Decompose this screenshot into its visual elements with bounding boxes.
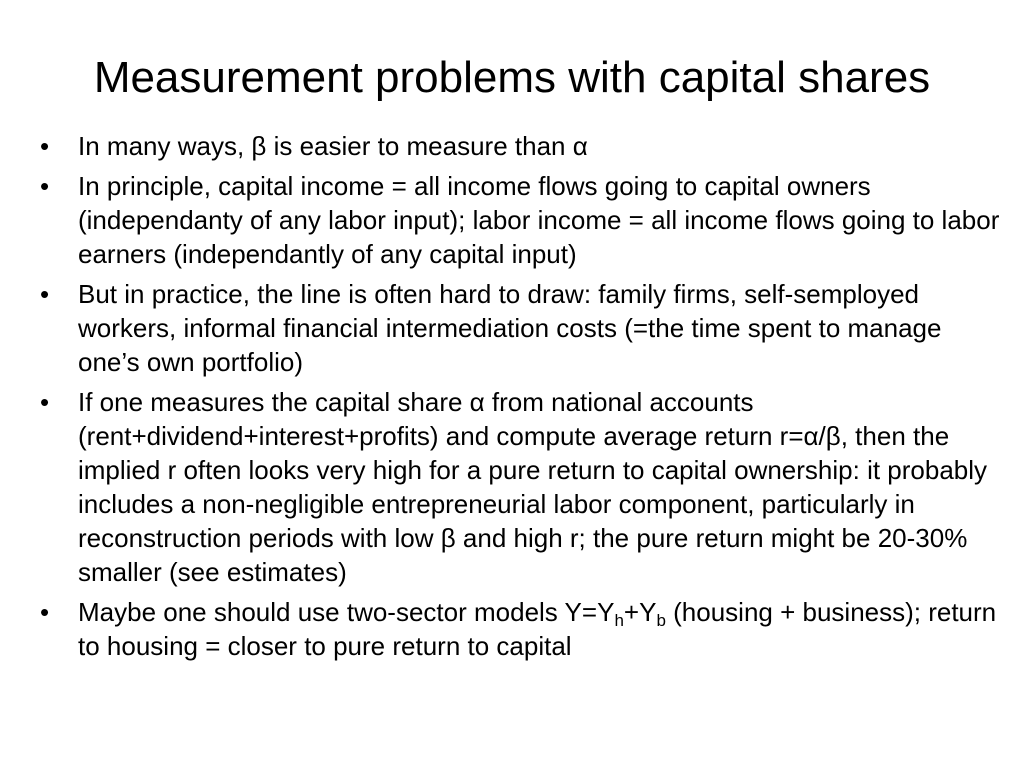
bullet-text: In principle, capital income = all income flows going to capital owners (independanty of any labor input); labor income = all income flows going to labor earners (independantly of any capital input) [78, 171, 1000, 269]
bullet-dot-icon: • [40, 279, 50, 309]
bullet-dot-icon: • [40, 171, 50, 201]
bullet-item-2 [40, 169, 1004, 271]
bullet-text-part3: (housing + business); return to housing = closer to pure return to capital [78, 597, 997, 661]
bullet-text: But in practice, the line is often hard to draw: family firms, self-semployed workers, informal financial intermediation costs (=the time spent to manage one’s own portfolio) [78, 279, 942, 377]
bullet-dot-icon: • [40, 131, 50, 161]
bullet-text-part2: +Y [623, 597, 657, 627]
slide-title: Measurement problems with capital shares [93, 53, 931, 102]
bullet-text-part1: Maybe one should use two-sector models Y=Y [78, 597, 615, 627]
bullet-dot-icon: • [40, 597, 50, 627]
bullet-text: If one measures the capital share α from national accounts (rent+dividend+interest+profits) and compute average return r=α/β, then the implied r often looks very high for a pure return to capital ownership: it probably includes a non-negligible entrepreneurial labor component, particularly in reconstruction periods with low β and high r; the pure return might be 20-30% smaller (see estimates) [78, 387, 988, 587]
bullet-dot-icon: • [40, 387, 50, 417]
bullet-item-3 [40, 277, 1004, 379]
bullet-item-4 [40, 385, 1004, 589]
bullet-list [40, 129, 1004, 669]
bullet-text [78, 597, 996, 661]
bullet-item-5 [40, 595, 1004, 663]
subscript-h: h [614, 611, 624, 630]
subscript-b: b [656, 611, 666, 630]
bullet-text: In many ways, β is easier to measure than α [78, 131, 588, 161]
bullet-item-1 [40, 129, 1004, 163]
